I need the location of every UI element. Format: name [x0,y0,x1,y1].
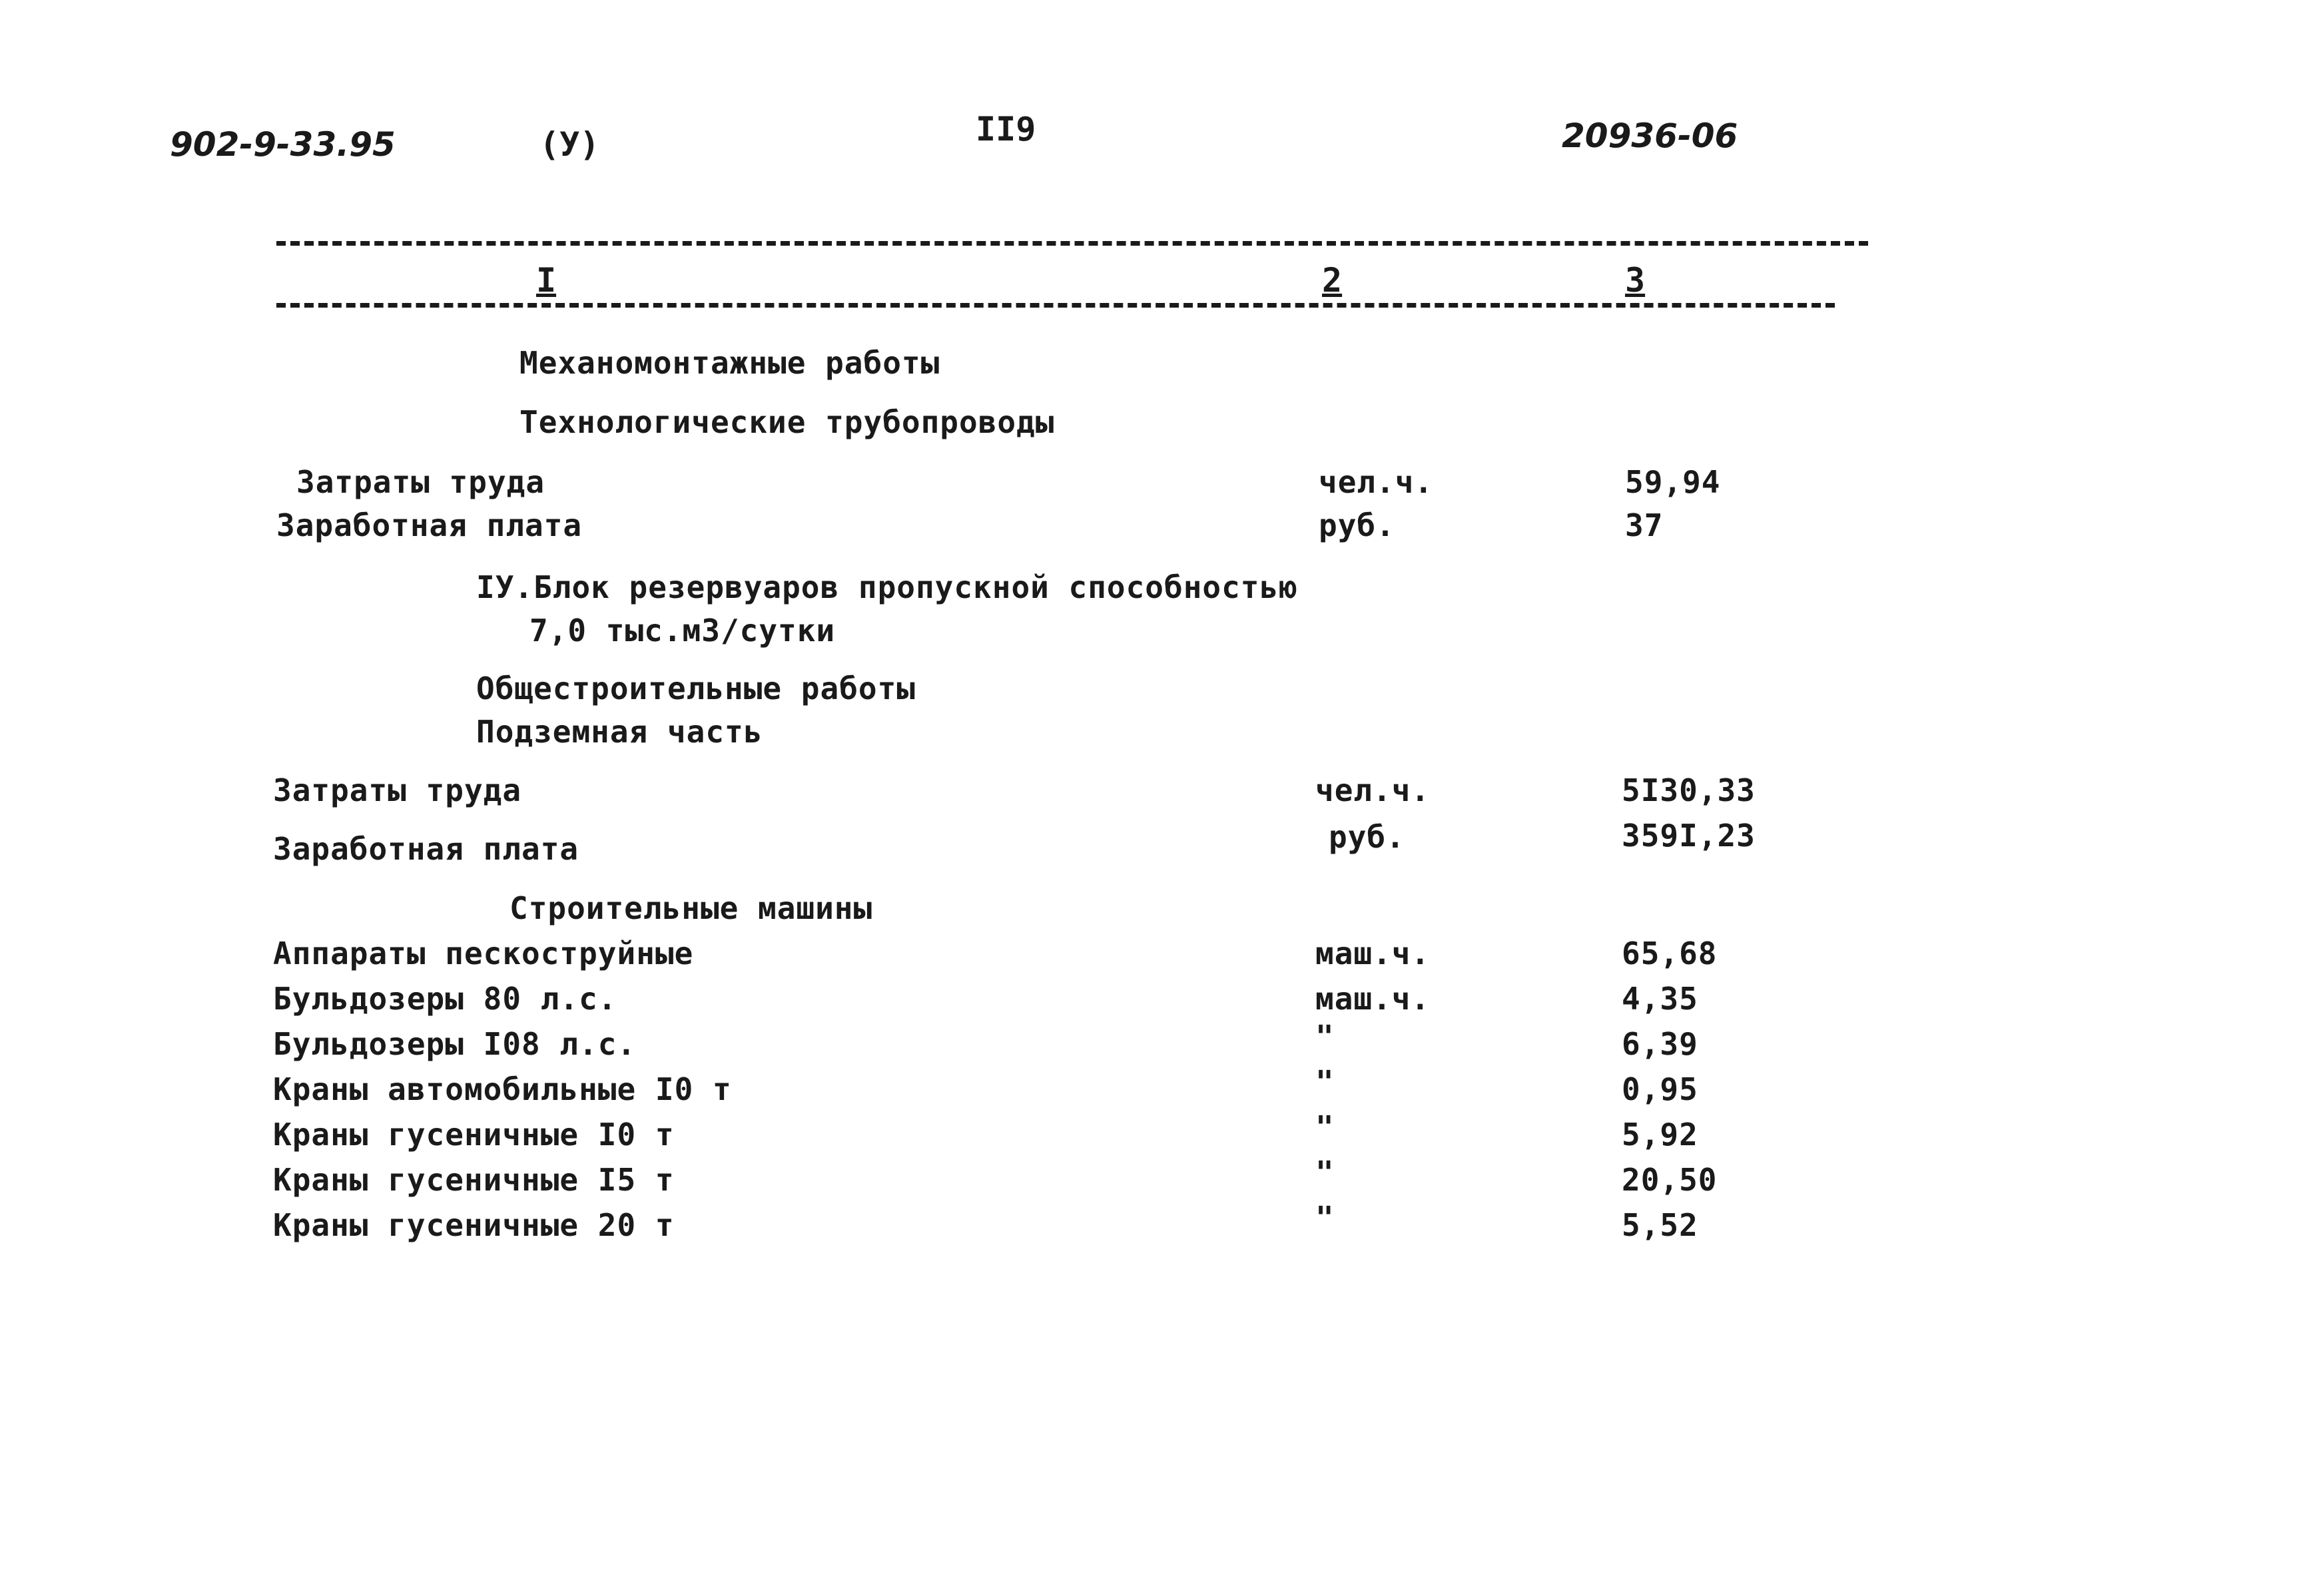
row-value: 20,50 [1622,1162,1718,1198]
row-name: Затраты труда [273,772,522,808]
row-value: 359I,23 [1622,818,1756,854]
row-value: 5I30,33 [1622,772,1756,808]
row-name: Краны гусеничные I5 т [273,1162,675,1198]
row-value: 59,94 [1625,464,1721,500]
sheet-code: 20936-06 [1562,117,1738,155]
row-value: 5,92 [1622,1117,1698,1153]
row-unit: руб. [1319,507,1395,543]
row-value: 65,68 [1622,935,1718,971]
row-name: Заработная плата [276,507,583,543]
section-title-underground: Подземная часть [476,714,763,750]
block-title-line-1: IУ.Блок резервуаров пропускной способностью [476,569,1298,605]
row-unit: руб. [1329,819,1405,855]
row-name: Заработная плата [273,831,579,867]
section-title-machines: Строительные машины [509,890,873,926]
section-title-general: Общестроительные работы [476,670,916,706]
row-name: Краны гусеничные I0 т [273,1117,675,1153]
row-name: Аппараты пескоструйные [273,935,694,971]
row-name: Бульдозеры 80 л.с. [273,981,617,1017]
table-top-rule [276,241,1868,246]
row-name: Краны гусеничные 20 т [273,1207,675,1243]
row-unit: чел.ч. [1319,464,1434,500]
row-value: 6,39 [1622,1026,1698,1062]
row-name: Бульдозеры I08 л.с. [273,1026,637,1062]
row-value: 5,52 [1622,1207,1698,1243]
document-mark: (У) [539,125,600,164]
row-unit: чел.ч. [1315,772,1431,808]
row-unit: маш.ч. [1315,935,1431,971]
block-title-line-2: 7,0 тыс.м3/сутки [529,613,836,649]
column-2-header: 2 [1322,261,1343,300]
section-title-mechanical: Механомонтажные работы [519,345,940,381]
row-unit: " [1315,1200,1335,1236]
column-1-header: I [536,261,557,300]
row-unit: маш.ч. [1315,981,1431,1017]
row-name: Затраты труда [296,464,545,500]
row-unit: " [1315,1064,1335,1100]
document-code: 902-9-33.95 [170,125,396,164]
row-value: 0,95 [1622,1071,1698,1107]
row-name: Краны автомобильные I0 т [273,1071,732,1107]
row-value: 37 [1625,507,1664,543]
table-header-rule [276,303,1835,308]
section-title-pipelines: Технологические трубопроводы [519,404,1055,440]
row-unit: " [1315,1109,1335,1145]
row-unit: " [1315,1155,1335,1191]
row-unit: " [1315,1019,1335,1055]
page-number: II9 [976,110,1036,148]
column-3-header: 3 [1625,261,1646,300]
row-value: 4,35 [1622,981,1698,1017]
